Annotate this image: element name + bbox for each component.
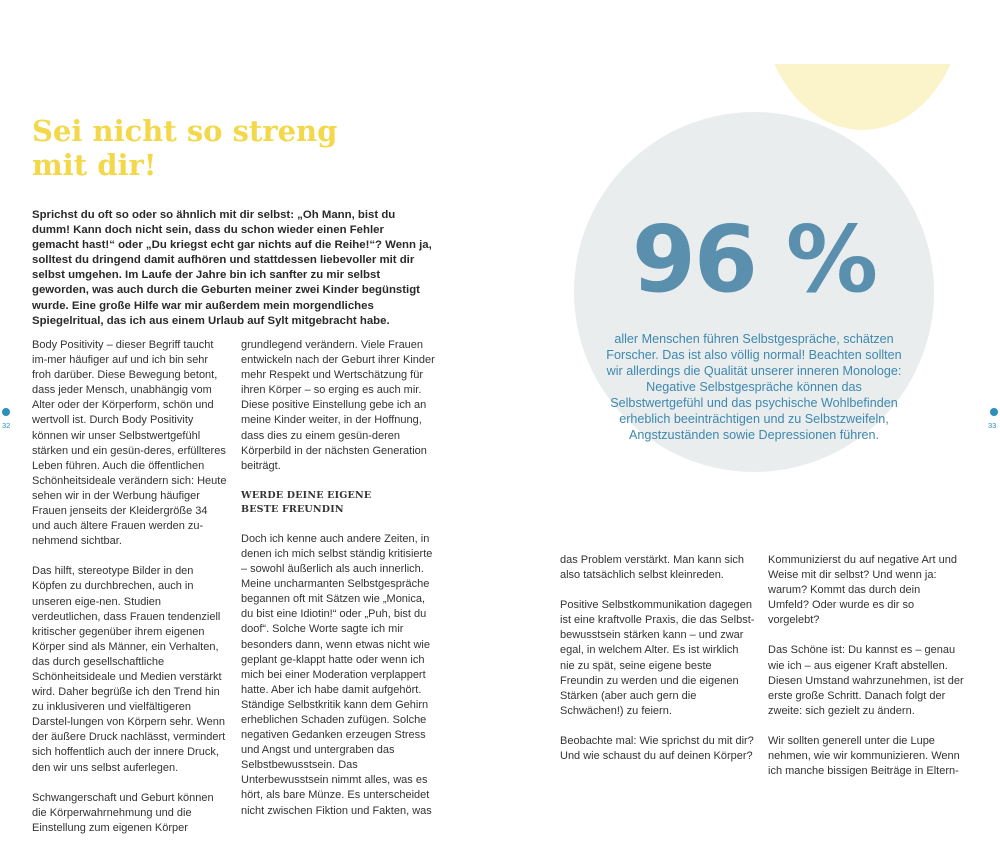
title-line-1: Sei nicht so streng — [32, 114, 338, 148]
paragraph: Body Positivity – dieser Begriff taucht im-mer häufiger auf und ich bin sehr froh darüber. Diese Bewegung betont, dass jeder Mensch, unabhängig vom Alter oder der Körperform, schön und wertvoll ist. Durch Body Positivity können wir unser Selbstwertgefühl stärken und ein gesün-deres, erfüllteres Leben führen. Auch die öffentlichen Schönheitsideale verändern sich: Heute sehen wir in der Werbung häufiger Frauen jenseits der Kleidergröße 34 und auch ältere Frauen werden zu-nehmend sichtbar. — [32, 339, 227, 548]
paragraph: Das hilft, stereotype Bilder in den Köpfen zu durchbrechen, auch in unseren eige-nen. Studien verdeutlichen, dass Frauen tendenziell kritischer gegenüber ihrem eigenen Körper sind als Männer, ein Verhalten, das durch gesellschaftliche Schönheitsideale und Medien verstärkt wird. Daher begrüße ich den Trend hin zu inklusiveren und vielfältigeren Darstel-lungen von Körpern sehr. Wenn der äußere Druck nachlässt, vermindert sich hoffentlich auch der innere Druck, den wir uns selbst auferlegen. — [32, 565, 226, 774]
paragraph: Das Schöne ist: Du kannst es – genau wie ich – aus eigener Kraft abstellen. Diesen Umstand wahrzunehmen, ist der erste große Schritt. Danach folgt der zweite: sich gezielt zu ändern. — [768, 644, 964, 717]
page-number-right: 33 — [988, 421, 997, 430]
paragraph: Positive Selbstkommunikation dagegen ist eine kraftvolle Praxis, die das Selbst-bewusstsein stärken kann – und zwar egal, in welchem Alter. Es ist wirklich nie zu spät, seine eigene beste Freundin zu werden und die eigenen Stärken (aber auch gern die Schwächen!) zu feiern. — [560, 599, 755, 717]
paragraph: Doch ich kenne auch andere Zeiten, in denen ich mich selbst ständig kritisierte – sowohl äußerlich als auch innerlich. Meine uncharmanten Selbstgespräche begannen oft mit Sätzen wie „Monica, du bist eine Idiotin!“ oder „Puh, bist du doof“. Solche Worte sagte ich mir besonders dann, wenn etwas nicht wie geplant ge-klappt hatte oder wenn ich mich bei einer Moderation verplappert hatte. Aber ich habe damit aufgehört. Ständige Selbstkritik kann dem Gehirn erheblichen Schaden zufügen. Solche negativen Gedanken erzeugen Stress und Angst und untergraben das Selbstbewusstsein. Das Unterbewusstsein nimmt alles, was es hört, als bare Münze. Es unterscheidet nicht zwischen Fiktion und Fakten, was — [241, 532, 433, 817]
stat-description: aller Menschen führen Selbstgespräche, schätzen Forscher. Das ist also völlig normal! Beachten sollten wir allerdings die Qualität unserer inneren Monologe: Negative Selbstgespräche können das Selbstwertgefühl und das psychische Wohlbefinden erheblich beeinträchtigen und zu Selbstzweifeln, Angstzuständen sowie Depressionen führen. — [606, 332, 902, 442]
stat-number: 96 % — [631, 206, 877, 313]
text-column-1 — [32, 338, 228, 851]
text-column-3 — [560, 553, 756, 779]
title-line-2: mit dir! — [32, 148, 157, 182]
intro-paragraph: Sprichst du oft so oder so ähnlich mit dir selbst: „Oh Mann, bist du dumm! Kann doch nicht sein, dass du schon wieder einen Fehler gemacht hast!“ oder „Du kriegst echt gar nichts auf die Reihe!“? Wenn ja, solltest du dringend damit aufhören und stattdessen liebevoller mit dir selbst umgehen. Im Laufe der Jahre bin ich sanfter zu mir selbst geworden, was auch durch die Geburten meiner zwei Kinder begünstigt wurde. Eine große Hilfe war mir außerdem mein morgendliches Spiegelritual, das ich aus einem Urlaub auf Sylt mitgebracht habe. — [32, 209, 432, 327]
text-column-2 — [241, 338, 437, 834]
page-number-left: 32 — [2, 421, 11, 430]
paragraph: grundlegend verändern. Viele Frauen entwickeln nach der Geburt ihrer Kinder mehr Respekt und Wertschätzung für ihren Körper – so erging es auch mir. Diese positive Einstellung gebe ich an meine Kinder weiter, in der Hoffnung, dass dies zu einem gesün-deren Körperbild in der nächsten Generation beiträgt. — [241, 339, 435, 472]
paragraph: Kommunizierst du auf negative Art und Weise mit dir selbst? Und wenn ja: warum? Kommt das durch dein Umfeld? Oder wurde es dir so vorgelebt? — [768, 554, 957, 627]
paragraph: Beobachte mal: Wie sprichst du mit dir? Und wie schaust du auf deinen Körper? — [560, 734, 754, 763]
paragraph: Wir sollten generell unter die Lupe nehmen, wie wir kommunizieren. Wenn ich manche bissigen Beiträge in Eltern- — [768, 734, 960, 778]
section-subheading — [241, 489, 437, 517]
text-column-4 — [768, 553, 964, 794]
page-title — [32, 114, 412, 182]
page-marker-dot-left — [2, 408, 10, 416]
page-marker-dot-right — [990, 408, 998, 416]
subheading-line-2: BESTE FREUNDIN — [241, 503, 344, 515]
paragraph: das Problem verstärkt. Man kann sich also tatsächlich selbst kleinreden. — [560, 554, 745, 582]
paragraph: Schwangerschaft und Geburt können die Körperwahrnehmung und die Einstellung zum eigenen Körper — [32, 791, 214, 834]
top-margin — [0, 0, 1000, 64]
subheading-line-1: WERDE DEINE EIGENE — [241, 489, 372, 501]
